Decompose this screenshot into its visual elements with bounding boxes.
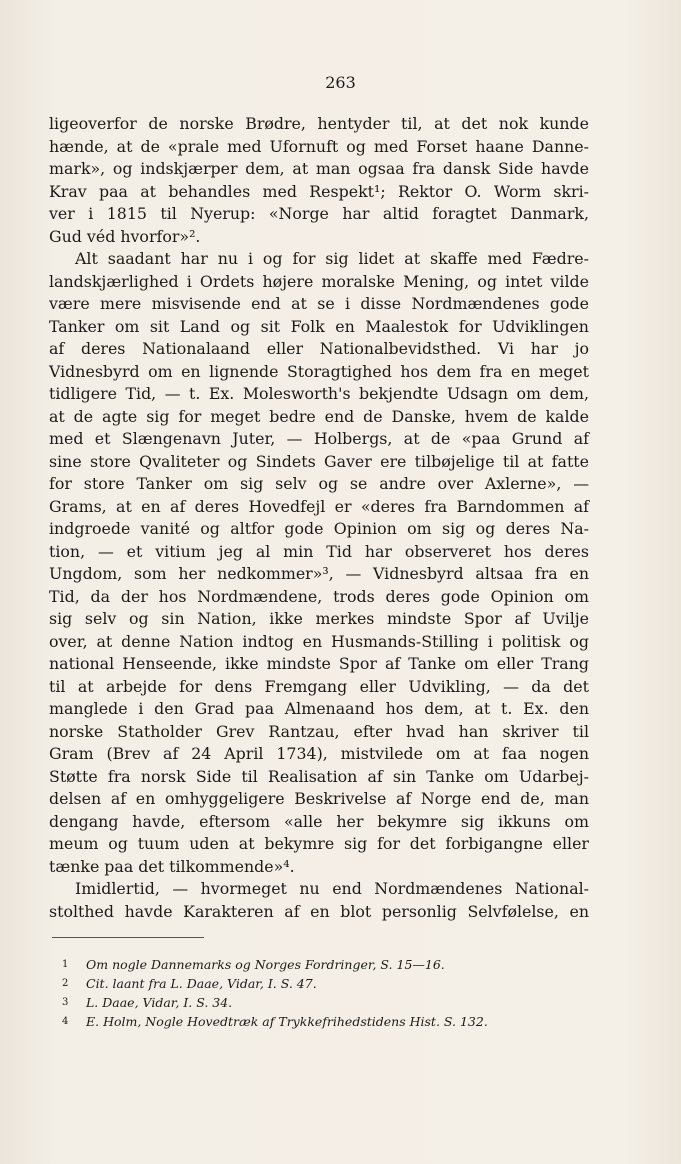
text-line: for store Tanker om sig selv og se andre over Axlerne», — [49,474,589,493]
text-line: være mere misvisende end at se i disse Nordmændenes gode [49,294,589,313]
text-line: Ungdom, som her nedkommer»³, — Vidnesbyrd altsaa fra en [49,564,589,583]
text-line: landskjærlighed i Ordets højere moralske Mening, og intet vilde [49,271,589,291]
text-line: national Henseende, ikke mindste Spor af Tanke om eller Trang [49,654,589,673]
text-line: manglede i den Grad paa Almenaand hos dem, at t. Ex. den [49,699,589,718]
footnote-text: L. Daae, Vidar, I. S. 34. [86,995,233,1010]
text-line: dengang havde, eftersom «alle her bekymre sig ikkuns om [49,811,589,831]
text-line: med et Slængenavn Juter, — Holbergs, at de «paa Grund af [49,429,589,448]
footnote [62,1012,562,1031]
text-line: delsen af en omhyggeligere Beskrivelse af Norge end de, man [49,789,589,808]
text-line: norske Statholder Grev Rantzau, efter hvad han skriver til [49,721,589,741]
footnote-text: Cit. laant fra L. Daae, Vidar, I. S. 47. [86,976,317,991]
text-line: Støtte fra norsk Side til Realisation af sin Tanke om Udarbej- [49,766,589,786]
text-line: Vidnesbyrd om en lignende Storagtighed hos dem fra en meget [49,361,589,381]
text-line: Alt saadant har nu i og for sig lidet at skaffe med Fædre- [75,249,589,268]
text-line: tænke paa det tilkommende»⁴. [49,856,295,876]
text-line: ver i 1815 til Nyerup: «Norge har altid foragtet Danmark, [49,204,589,223]
text-line: Imidlertid, — hvormeget nu end Nordmændenes National- [75,879,589,898]
text-line: ligeoverfor de norske Brødre, hentyder til, at det nok kunde [49,114,589,133]
text-line: til at arbejde for dens Fremgang eller Udvikling, — da det [49,676,589,696]
text-line: Gram (Brev af 24 April 1734), mistvilede om at faa nogen [49,744,589,763]
text-line: hænde, at de «prale med Ufornuft og med Forset haane Danne- [49,136,589,156]
text-line: Gud véd hvorfor»². [49,226,201,246]
footnote-text: Om nogle Dannemarks og Norges Fordringer, S. 15—16. [86,957,445,972]
text-line: Tid, da der hos Nordmændene, trods deres gode Opinion om [49,586,589,606]
body-text [49,113,589,923]
text-line: stolthed havde Karakteren af en blot personlig Selvfølelse, en [49,901,589,921]
text-line: sig selv og sin Nation, ikke merkes mindste Spor af Uvilje [49,609,589,628]
text-line: sine store Qvaliteter og Sindets Gaver ere tilbøjelige til at fatte [49,451,589,471]
footnote [62,993,562,1012]
footnote-divider [52,937,204,938]
text-line: Tanker om sit Land og sit Folk en Maalestok for Udviklingen [49,316,589,336]
footnote-number: 1 [62,959,69,970]
text-line: at de agte sig for meget bedre end de Danske, hvem de kalde [49,406,589,426]
footnote [62,955,562,974]
footnotes [62,955,562,1031]
footnote-number: 3 [62,997,69,1008]
footnote-number: 2 [62,978,69,989]
page-number: 263 [325,73,356,92]
text-line: tion, — et vitium jeg al min Tid har observeret hos deres [49,541,589,561]
text-line: af deres Nationalaand eller Nationalbevidsthed. Vi har jo [49,339,589,358]
text-line: meum og tuum uden at bekymre sig for det forbigangne eller [49,834,589,853]
footnote [62,974,562,993]
text-line: over, at denne Nation indtog en Husmands-Stilling i politisk og [49,631,589,651]
footnote-number: 4 [62,1016,69,1027]
text-line: tidligere Tid, — t. Ex. Molesworth's bekjendte Udsagn om dem, [49,384,589,403]
footnote-text: E. Holm, Nogle Hovedtræk af Trykkefrihedstidens Hist. S. 132. [86,1014,488,1029]
text-line: Grams, at en af deres Hovedfejl er «deres fra Barndommen af [49,496,589,516]
text-line: Krav paa at behandles med Respekt¹; Rektor O. Worm skri- [49,181,589,201]
text-line: mark», og indskjærper dem, at man ogsaa fra dansk Side havde [49,159,589,178]
text-line: indgroede vanité og altfor gode Opinion om sig og deres Na- [49,519,589,538]
